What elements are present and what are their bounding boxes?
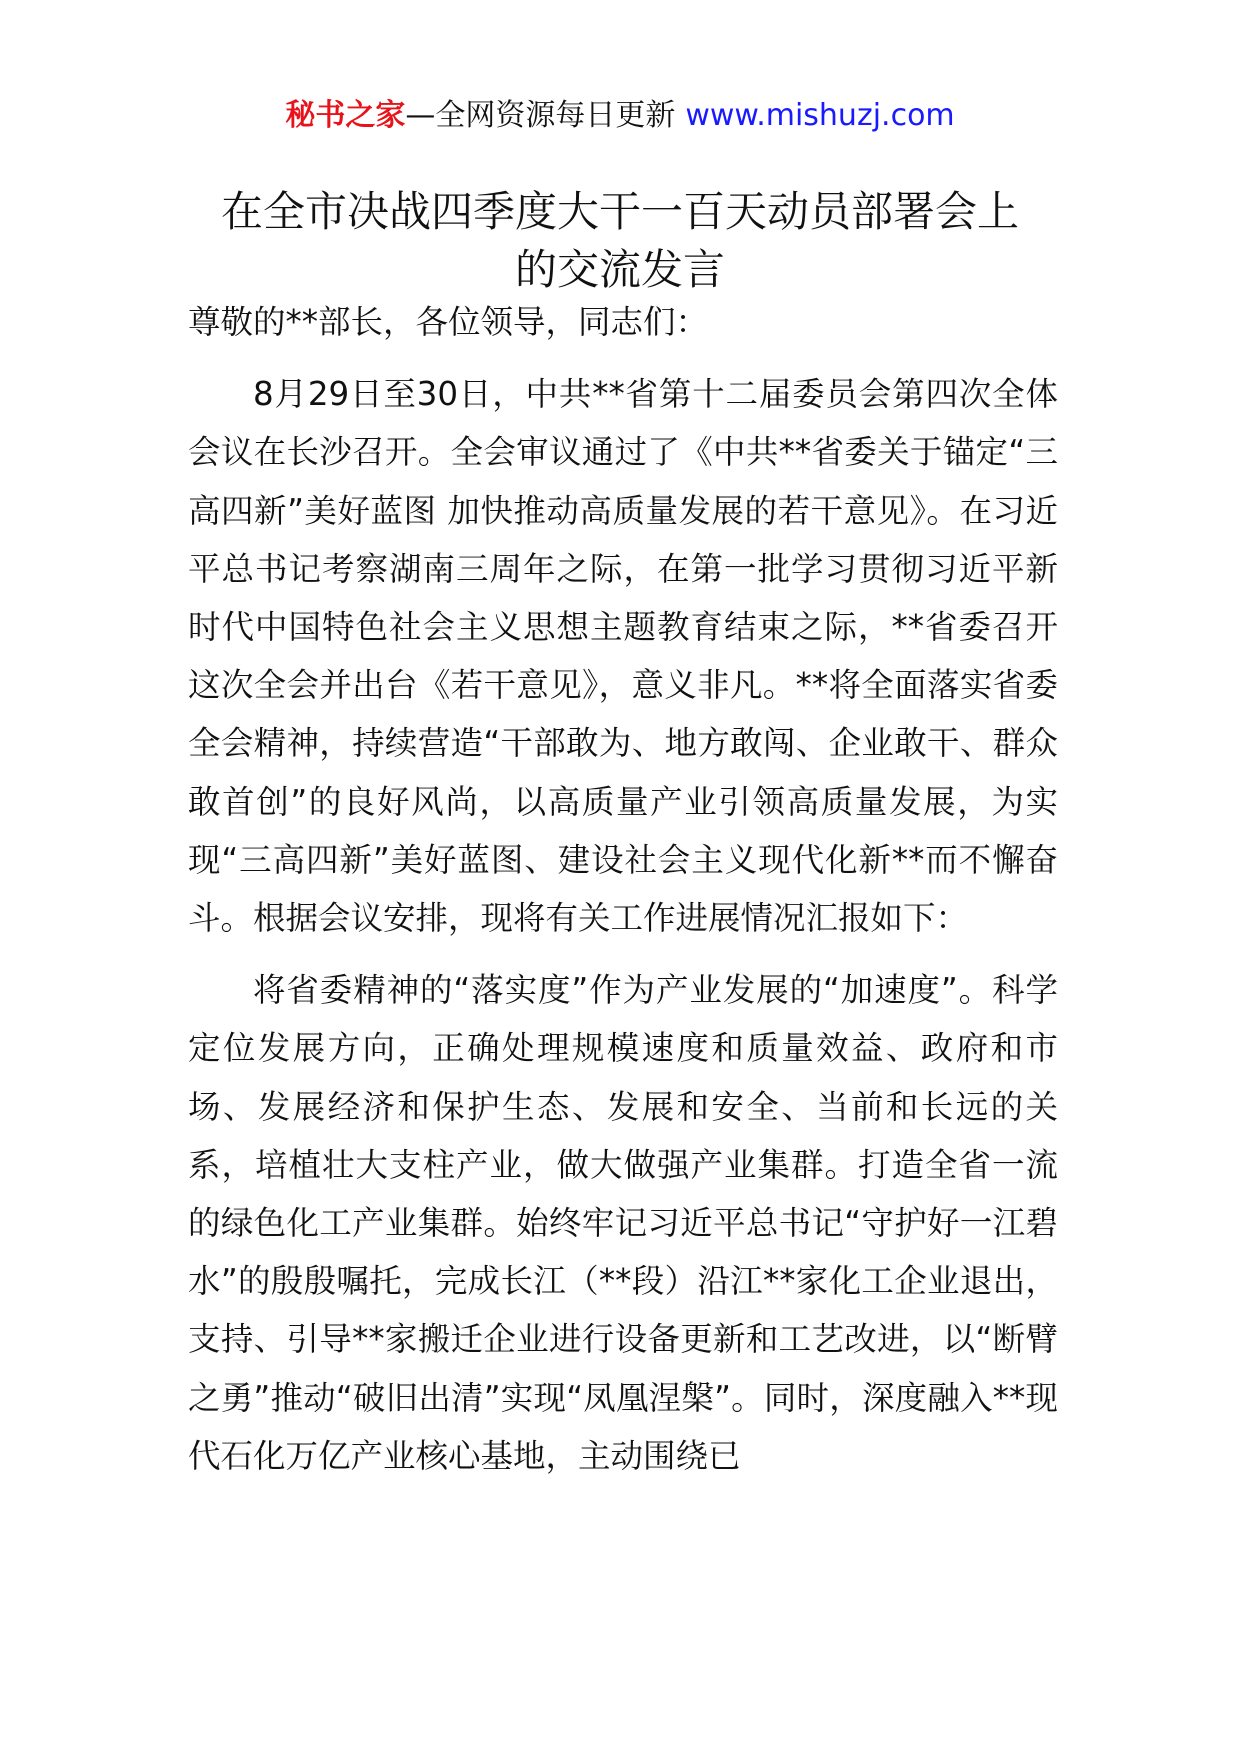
- title-line-2: 的交流发言: [514, 245, 725, 295]
- document-title: [150, 183, 1090, 299]
- paragraph: 8月29日至30日，中共**省第十二届委员会第四次全体会议在长沙召开。全会审议通过了《中共**省委关于锚定“三高四新”美好蓝图 加快推动高质量发展的若干意见》。在习近平总书记考察湖南三周年之际，在第一批学习贯彻习近平新时代中国特色社会主义思想主题教育结束之际，**省委召开这次全会并出台《若干意见》，意义非凡。**将全面落实省委全会精神，持续营造“干部敢为、地方敢闯、企业敢干、群众敢首创”的良好风尚，以高质量产业引领高质量发展，为实现“三高四新”美好蓝图、建设社会主义现代化新**而不懈奋斗。根据会议安排，现将有关工作进展情况汇报如下：: [188, 375, 1058, 938]
- title-line-1: 在全市决战四季度大干一百天动员部署会上: [220, 187, 1019, 237]
- site-header: [0, 96, 1240, 136]
- brand-name: 秘书之家: [285, 98, 406, 133]
- salutation: 尊敬的**部长，各位领导，同志们：: [188, 303, 709, 341]
- header-tagline: —全网资源每日更新: [405, 98, 676, 133]
- site-url-link[interactable]: www.mishuzj.com: [685, 98, 955, 133]
- paragraph: 将省委精神的“落实度”作为产业发展的“加速度”。科学定位发展方向，正确处理规模速度和质量效益、政府和市场、发展经济和保护生态、发展和安全、当前和长远的关系，培植壮大支柱产业，做大做强产业集群。打造全省一流的绿色化工产业集群。始终牢记习近平总书记“守护好一江碧水”的殷殷嘱托，完成长江（**段）沿江**家化工企业退出，支持、引导**家搬迁企业进行设备更新和工艺改进，以“断臂之勇”推动“破旧出清”实现“凤凰涅槃”。同时，深度融入**现代石化万亿产业核心基地，主动围绕已: [188, 971, 1058, 1475]
- document-body: [188, 293, 1058, 1499]
